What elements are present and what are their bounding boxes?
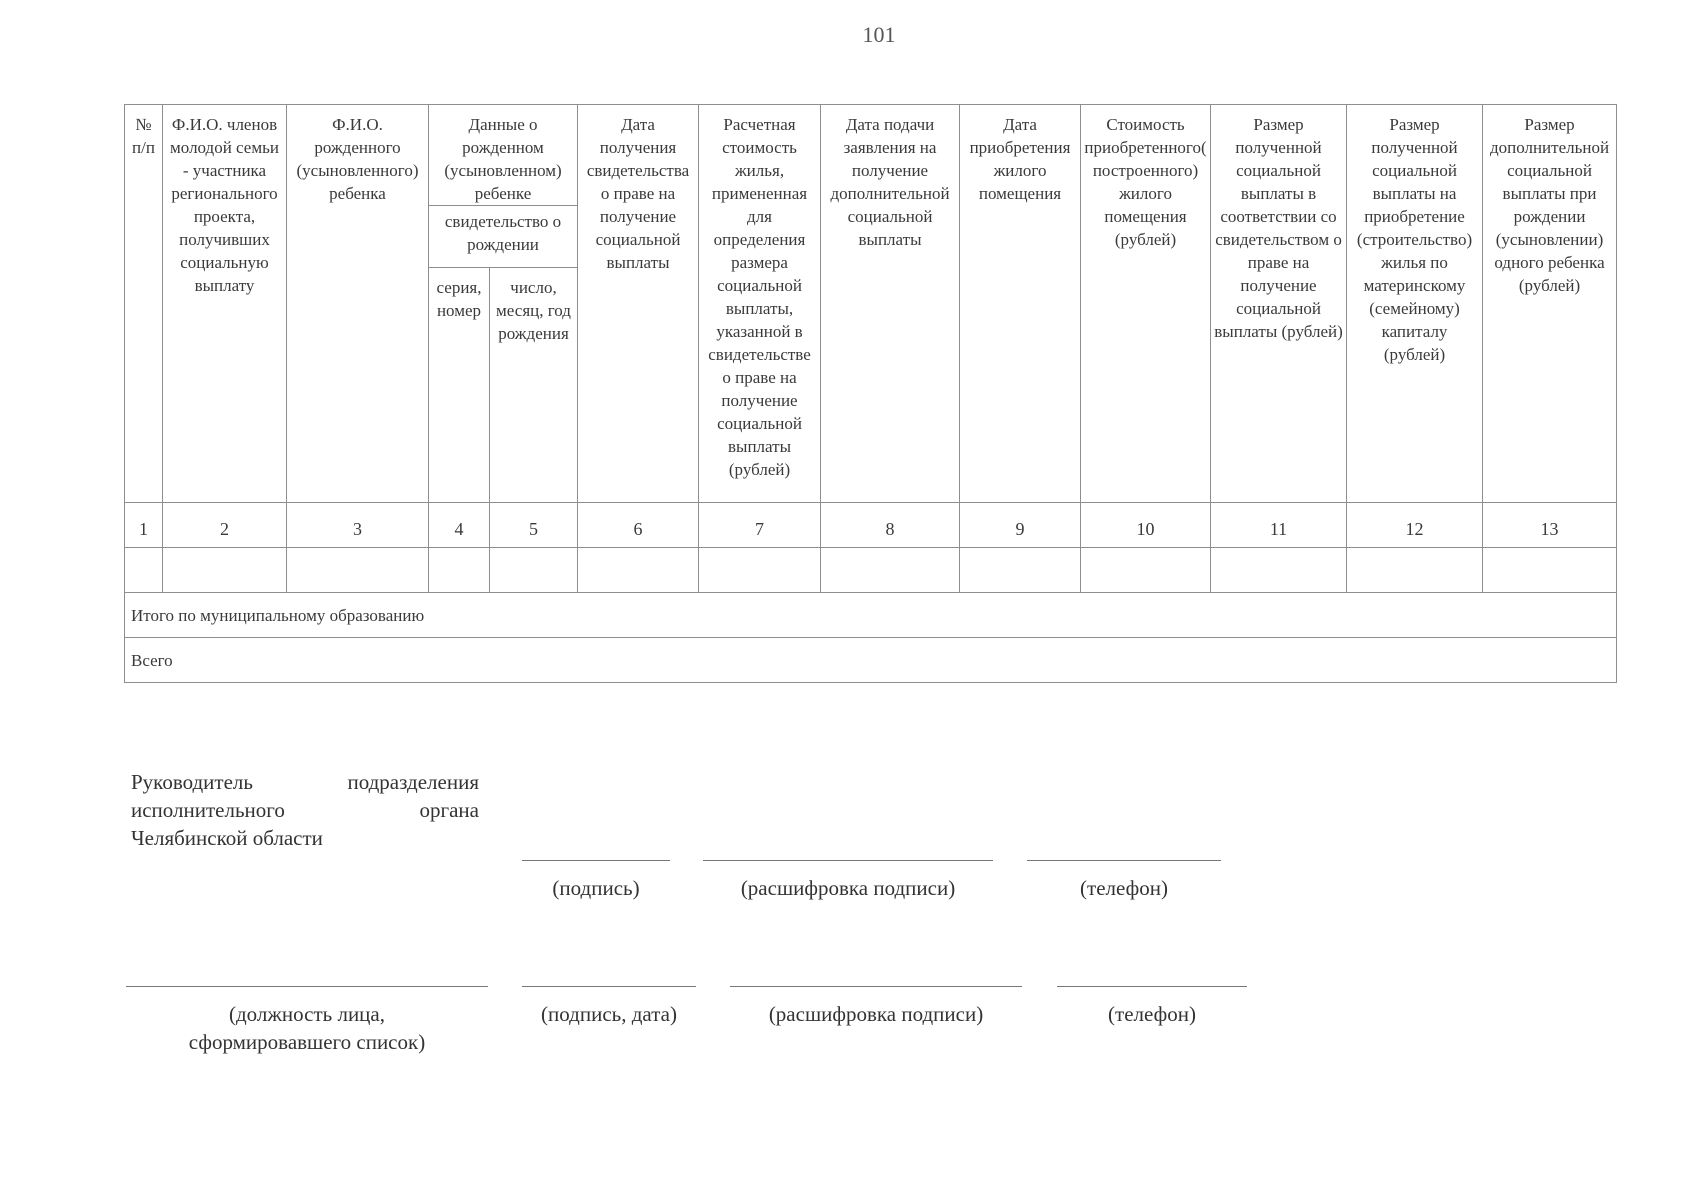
header-social-payment: Размер полученной социальной выплаты в соответствии со свидетельством о праве на получение социальной выплаты (рублей) [1211,105,1347,503]
header-birth-certificate: свидетельство о рождении [429,206,578,268]
head-title-line: Руководитель подразделения [131,770,479,794]
column-number: 4 [429,503,490,548]
signature-caption: (подпись) [552,876,640,900]
signature-line [522,860,670,861]
header-estimated-cost: Расчетная стоимость жилья, примененная для определения размера социальной выплаты, указанной в свидетельстве о праве на получение социальной выплаты (рублей) [699,105,821,503]
phone-caption: (телефон) [1080,876,1168,900]
empty-cell [960,548,1081,593]
header-row-number: № п/п [125,105,163,503]
grand-total-row: Всего [125,638,1617,683]
header-birth-date: число, месяц, год рождения [490,268,578,503]
empty-cell [287,548,429,593]
decoding-caption: (расшифровка подписи) [740,876,956,900]
decoding-caption-2: (расшифровка подписи) [768,1002,984,1026]
empty-data-row [125,548,1617,593]
decoding-line-2 [730,986,1022,987]
column-number: 1 [125,503,163,548]
column-number: 10 [1081,503,1211,548]
head-title [131,768,479,852]
signature-date-caption: (подпись, дата) [541,1002,677,1026]
column-number: 9 [960,503,1081,548]
column-number: 2 [163,503,287,548]
column-number: 8 [821,503,960,548]
position-caption-line: сформировавшего список) [188,1030,426,1054]
recipients-table [124,104,1617,683]
empty-cell [490,548,578,593]
column-number: 5 [490,503,578,548]
head-title-line: исполнительного органа [131,798,479,822]
decoding-line [703,860,993,861]
empty-cell [163,548,287,593]
header-family-members: Ф.И.О. членов молодой семьи - участника регионального проекта, получивших социальную выплату [163,105,287,503]
phone-line [1027,860,1221,861]
position-caption [126,1000,488,1056]
phone-caption-2: (телефон) [1108,1002,1196,1026]
empty-cell [1483,548,1617,593]
column-number: 11 [1211,503,1347,548]
header-additional-payment: Размер дополнительной социальной выплаты при рождении (усыновлении) одного ребенка (рублей) [1483,105,1617,503]
empty-cell [1211,548,1347,593]
column-number: 13 [1483,503,1617,548]
head-title-line: Челябинской области [131,826,323,850]
header-series-number: серия, номер [429,268,490,503]
empty-cell [429,548,490,593]
header-child-name: Ф.И.О. рожденного (усыновленного) ребенка [287,105,429,503]
header-child-data: Данные о рожденном (усыновленном) ребенке [429,105,578,206]
signature-date-line [522,986,696,987]
municipal-total-row: Итого по муниципальному образованию [125,593,1617,638]
header-maternity-capital: Размер полученной социальной выплаты на приобретение (строительство) жилья по материнскому (семейному) капиталу (рублей) [1347,105,1483,503]
empty-cell [578,548,699,593]
empty-cell [821,548,960,593]
empty-cell [1081,548,1211,593]
empty-cell [1347,548,1483,593]
empty-cell [699,548,821,593]
header-application-date: Дата подачи заявления на получение дополнительной социальной выплаты [821,105,960,503]
position-line [126,986,488,987]
header-purchase-date: Дата приобретения жилого помещения [960,105,1081,503]
empty-cell [125,548,163,593]
column-number: 6 [578,503,699,548]
phone-line-2 [1057,986,1247,987]
header-housing-cost: Стоимость приобретенного(построенного) жилого помещения (рублей) [1081,105,1211,503]
header-certificate-date: Дата получения свидетельства о праве на получение социальной выплаты [578,105,699,503]
position-caption-line: (должность лица, [228,1002,385,1026]
column-number: 12 [1347,503,1483,548]
column-number: 3 [287,503,429,548]
column-number: 7 [699,503,821,548]
page-number: 101 [862,22,896,47]
